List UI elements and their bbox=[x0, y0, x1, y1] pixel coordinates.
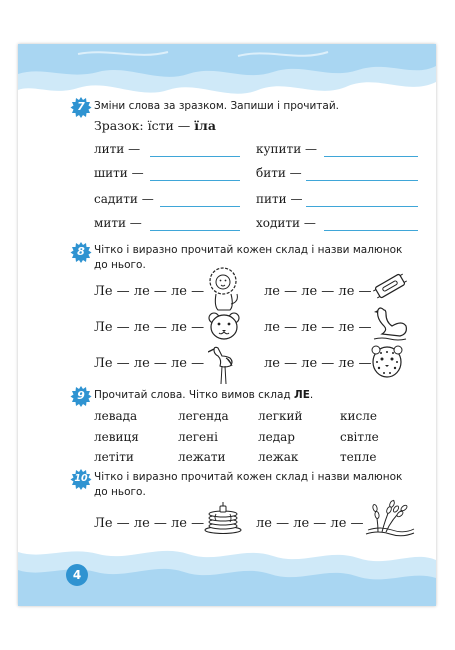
exercise-7-badge bbox=[70, 96, 92, 118]
sample-prefix: Зразок: їсти — bbox=[94, 118, 195, 133]
wheat-field-icon bbox=[364, 496, 416, 538]
sample-answer: їла bbox=[194, 118, 216, 133]
ex8-syllables-right-1: ле — ле — ле — bbox=[264, 284, 372, 299]
ex7-word-left-1: лити — bbox=[94, 142, 141, 156]
ex9-word: легенда bbox=[178, 409, 229, 423]
exercise-7-sample bbox=[94, 118, 216, 133]
ex7-word-right-4: ходити — bbox=[256, 216, 316, 230]
ex7-word-left-3: садити — bbox=[94, 192, 154, 206]
exercise-10-instruction-line-2: до нього. bbox=[94, 486, 146, 498]
exercise-7-instruction: Зміни слова за зразком. Запиши і прочитай. bbox=[94, 100, 340, 112]
ex9-word: левиця bbox=[94, 430, 139, 444]
ex7-word-right-1: купити — bbox=[256, 142, 318, 156]
ex7-word-left-4: мити — bbox=[94, 216, 142, 230]
ex9-word: світле bbox=[340, 430, 379, 444]
ex7-answer-line-left-2[interactable] bbox=[150, 180, 240, 181]
leopard-icon bbox=[370, 344, 404, 380]
pancakes-icon bbox=[204, 500, 242, 534]
ex9-word: тепле bbox=[340, 450, 377, 464]
stork-icon bbox=[208, 344, 238, 386]
ex9-word: летіти bbox=[94, 450, 134, 464]
exercise-9-number: 9 bbox=[77, 389, 85, 402]
ex10-syllables-left: Ле — ле — ле — bbox=[94, 516, 205, 531]
ex10-syllables-right: ле — ле — ле — bbox=[256, 516, 364, 531]
exercise-10-badge bbox=[70, 468, 92, 490]
exercise-8-instruction-line-2: до нього. bbox=[94, 259, 146, 271]
lion-icon bbox=[204, 266, 242, 312]
ex7-answer-line-left-4[interactable] bbox=[150, 230, 240, 231]
exercise-9-instruction-text: Прочитай слова. Чітко вимов склад bbox=[94, 389, 295, 401]
ex8-syllables-left-3: Ле — ле — ле — bbox=[94, 356, 205, 371]
lion-cub-icon bbox=[206, 310, 242, 342]
exercise-9-instruction-end: . bbox=[309, 389, 314, 401]
ex7-answer-line-right-2[interactable] bbox=[306, 180, 418, 181]
ex7-answer-line-left-1[interactable] bbox=[150, 156, 240, 157]
ex9-word: лежати bbox=[178, 450, 226, 464]
ex7-answer-line-right-4[interactable] bbox=[324, 230, 418, 231]
ex9-word: ледар bbox=[258, 430, 295, 444]
ex9-word: лежак bbox=[258, 450, 299, 464]
ex7-word-right-3: пити — bbox=[256, 192, 303, 206]
exercise-9-instruction bbox=[94, 388, 313, 403]
exercise-8-badge bbox=[70, 241, 92, 263]
ex7-answer-line-right-3[interactable] bbox=[306, 206, 418, 207]
ex9-word: кисле bbox=[340, 409, 377, 423]
page-number: 4 bbox=[66, 564, 88, 586]
ex8-syllables-right-2: ле — ле — ле — bbox=[264, 320, 372, 335]
exercise-10-instruction-line-1: Чітко і виразно прочитай кожен склад і назви малюнок bbox=[94, 471, 403, 483]
ex7-answer-line-right-1[interactable] bbox=[324, 156, 418, 157]
ex9-word: легкий bbox=[258, 409, 303, 423]
ex7-word-right-2: бити — bbox=[256, 166, 302, 180]
ex9-word: левада bbox=[94, 409, 138, 423]
exercise-9-instruction-bold: ЛЕ bbox=[294, 389, 310, 401]
exercise-8-instruction-line-1: Чітко і виразно прочитай кожен склад і назви малюнок bbox=[94, 244, 403, 256]
exercise-7-number: 7 bbox=[77, 100, 85, 113]
exercise-10-number: 10 bbox=[74, 473, 88, 484]
workbook-page bbox=[18, 44, 436, 606]
exercise-9-badge bbox=[70, 385, 92, 407]
swan-icon bbox=[370, 304, 410, 344]
ex9-word: легені bbox=[178, 430, 218, 444]
ex8-syllables-right-3: ле — ле — ле — bbox=[264, 356, 372, 371]
ex7-word-left-2: шити — bbox=[94, 166, 144, 180]
ex8-syllables-left-2: Ле — ле — ле — bbox=[94, 320, 205, 335]
razor-blade-icon bbox=[372, 272, 408, 300]
exercise-8-number: 8 bbox=[77, 245, 85, 258]
ex8-syllables-left-1: Ле — ле — ле — bbox=[94, 284, 205, 299]
ex7-answer-line-left-3[interactable] bbox=[160, 206, 240, 207]
